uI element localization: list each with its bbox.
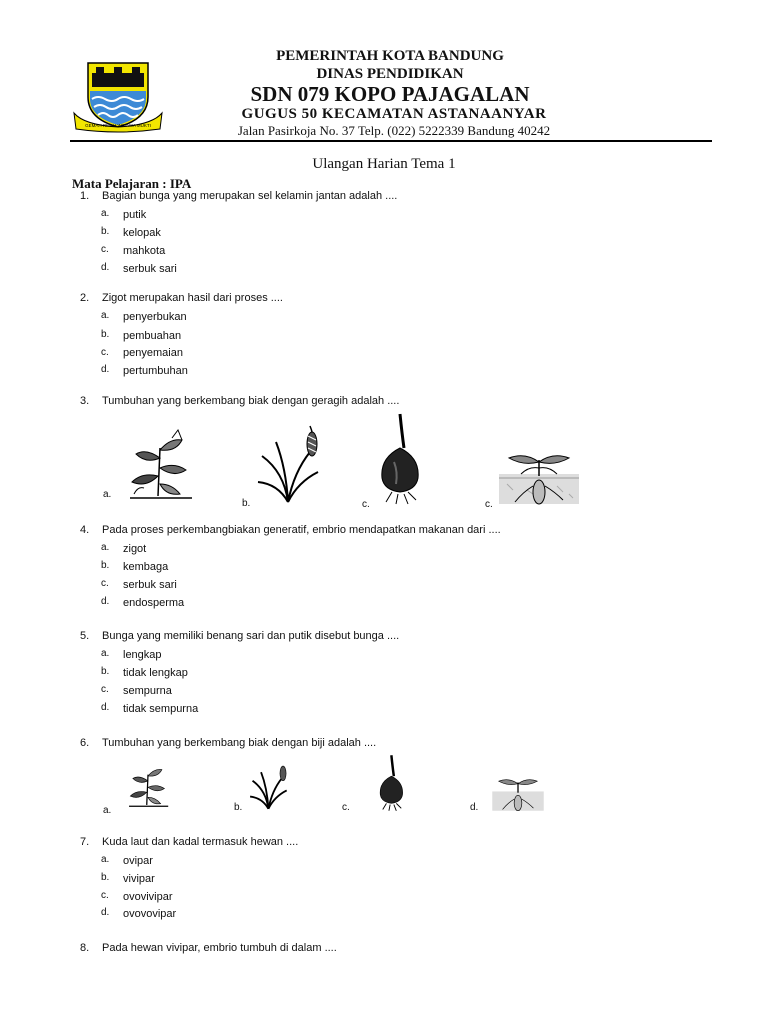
option-text: putik	[123, 209, 147, 221]
option-text: serbuk sari	[123, 263, 177, 275]
option-text: tidak lengkap	[123, 667, 188, 679]
option-letter: d.	[101, 262, 110, 273]
option-letter: d.	[101, 596, 110, 607]
option-text: ovovovipar	[123, 908, 177, 920]
image-label-c-repeat: c.	[485, 499, 493, 510]
image-label-a: a.	[103, 805, 112, 816]
question-8	[80, 942, 337, 954]
option-text: serbuk sari	[123, 579, 177, 591]
option-text: lengkap	[123, 649, 162, 661]
option-letter: d.	[101, 907, 110, 918]
option-letter: b.	[101, 226, 110, 237]
image-label-c: c.	[362, 499, 370, 510]
header-address: Jalan Pasirkoja No. 37 Telp. (022) 5222339 Bandung 40242	[237, 123, 551, 138]
option-text: kembaga	[123, 561, 169, 573]
option-text: penyemaian	[123, 347, 183, 359]
question-text: Bunga yang memiliki benang sari dan putik disebut bunga ....	[102, 630, 400, 642]
option-letter: c.	[101, 684, 109, 695]
option-letter: a.	[101, 648, 110, 659]
header-school-name: SDN 079 KOPO PAJAGALAN	[250, 82, 530, 106]
question-number: 2.	[80, 292, 90, 304]
leafy-plant-image	[120, 428, 200, 504]
option-letter: b.	[101, 329, 110, 340]
sweet-potato-plant-small-image	[490, 776, 546, 812]
header-cluster: GUGUS 50 KECAMATAN ASTANAANYAR	[241, 106, 547, 122]
image-label-d: d.	[470, 802, 479, 813]
question-1	[80, 190, 397, 202]
question-number: 7.	[80, 836, 90, 848]
question-number: 4.	[80, 524, 90, 536]
question-text: Tumbuhan yang berkembang biak dengan geragih adalah ....	[102, 395, 400, 407]
option-text: ovipar	[123, 855, 153, 867]
question-3	[80, 395, 399, 407]
sweet-potato-plant-image	[497, 450, 581, 506]
question-text: Pada proses perkembangbiakan generatif, embrio mendapatkan makanan dari ....	[102, 524, 501, 536]
option-letter: c.	[101, 578, 109, 589]
question-text: Tumbuhan yang berkembang biak dengan biji adalah ....	[102, 737, 377, 749]
image-label-a: a.	[103, 489, 112, 500]
question-6	[80, 737, 376, 749]
question-number: 3.	[80, 395, 90, 407]
option-letter: a.	[101, 208, 110, 219]
question-text: Kuda laut dan kadal termasuk hewan ....	[102, 836, 299, 848]
option-letter: c.	[101, 890, 109, 901]
option-text: pertumbuhan	[123, 365, 188, 377]
image-label-b: b.	[234, 802, 243, 813]
option-text: ovovivipar	[123, 891, 173, 903]
option-text: kelopak	[123, 227, 161, 239]
option-letter: c.	[101, 347, 109, 358]
image-label-c: c.	[342, 802, 350, 813]
question-number: 6.	[80, 737, 90, 749]
option-letter: a.	[101, 542, 110, 553]
leafy-plant-small-image	[122, 762, 174, 810]
option-text: tidak sempurna	[123, 703, 199, 715]
question-number: 8.	[80, 942, 90, 954]
option-text: vivipar	[123, 873, 155, 885]
option-text: endosperma	[123, 597, 185, 609]
option-text: zigot	[123, 543, 147, 555]
question-number: 5.	[80, 630, 90, 642]
option-letter: d.	[101, 702, 110, 713]
option-letter: b.	[101, 666, 110, 677]
option-letter: d.	[101, 364, 110, 375]
option-text: mahkota	[123, 245, 166, 257]
question-number: 1.	[80, 190, 90, 202]
header-department: DINAS PENDIDIKAN	[316, 66, 464, 82]
header-government: PEMERINTAH KOTA BANDUNG	[276, 48, 504, 64]
option-text: pembuahan	[123, 330, 182, 342]
onion-bulb-small-image	[376, 754, 408, 812]
option-text: sempurna	[123, 685, 172, 697]
option-letter: b.	[101, 560, 110, 571]
option-letter: a.	[101, 310, 110, 321]
rice-plant-image	[252, 422, 326, 504]
subject-label: Mata Pelajaran : IPA	[72, 176, 192, 191]
question-text: Bagian bunga yang merupakan sel kelamin jantan adalah ....	[102, 190, 398, 202]
option-letter: c.	[101, 244, 109, 255]
option-letter: b.	[101, 872, 110, 883]
logo-motto: GEMAH RIPAH WIBAWA MUKTI	[85, 123, 151, 128]
exam-title: Ulangan Harian Tema 1	[312, 156, 456, 172]
question-4	[80, 524, 501, 536]
onion-bulb-image	[376, 412, 426, 506]
question-text: Pada hewan vivipar, embrio tumbuh di dalam ....	[102, 942, 337, 954]
image-label-b: b.	[242, 498, 251, 509]
question-text: Zigot merupakan hasil dari proses ....	[102, 292, 283, 304]
question-5	[80, 630, 399, 642]
header-divider	[70, 140, 712, 142]
option-letter: a.	[101, 854, 110, 865]
option-text: penyerbukan	[123, 311, 187, 323]
question-2	[80, 292, 283, 304]
question-7	[80, 836, 298, 848]
rice-plant-small-image	[246, 760, 292, 810]
